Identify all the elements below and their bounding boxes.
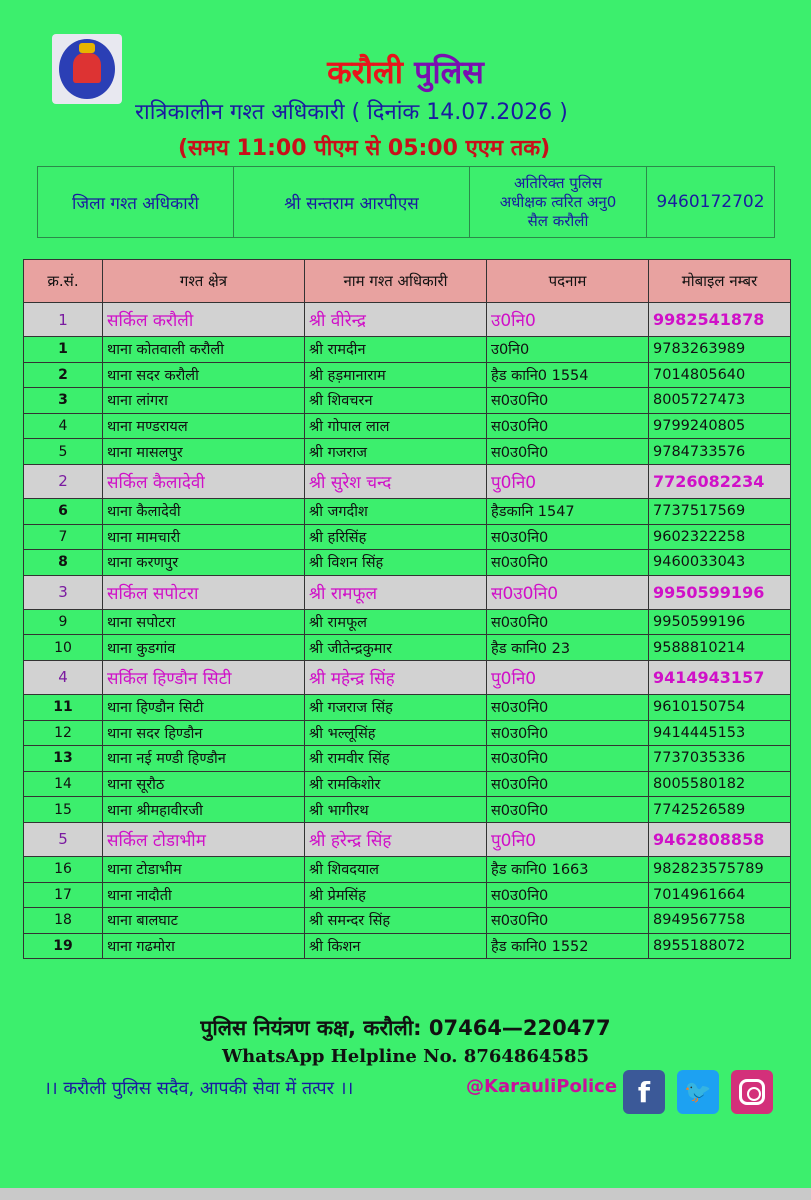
row-officer: श्री भल्लूसिंह [305, 720, 487, 746]
row-area: थाना लांगरा [103, 388, 305, 414]
row-post: उ0नि0 [487, 337, 649, 363]
row-mobile: 9783263989 [649, 337, 791, 363]
instagram-icon[interactable] [731, 1070, 773, 1114]
thana-row [24, 337, 791, 363]
control-room: पुलिस नियंत्रण कक्ष, करौली: 07464—220477 [200, 1016, 611, 1040]
thana-row [24, 882, 791, 908]
row-post: स0उ0नि0 [487, 694, 649, 720]
row-sn: 1 [24, 337, 103, 363]
row-sn: 17 [24, 882, 103, 908]
thana-row [24, 413, 791, 439]
district-mobile: 9460172702 [647, 167, 775, 238]
row-sn: 3 [24, 575, 103, 609]
header-post: पदनाम [487, 260, 649, 303]
row-area: थाना मासलपुर [103, 439, 305, 465]
row-mobile: 8005727473 [649, 388, 791, 414]
row-area: सर्किल टोडाभीम [103, 822, 305, 856]
thana-row [24, 498, 791, 524]
row-post: स0उ0नि0 [487, 550, 649, 576]
subtitle: रात्रिकालीन गश्त अधिकारी ( दिनांक 14.07.2026 ) [135, 100, 568, 125]
row-sn: 16 [24, 856, 103, 882]
row-area: थाना सदर करौली [103, 362, 305, 388]
row-sn: 5 [24, 439, 103, 465]
row-officer: श्री वीरेन्द्र [305, 303, 487, 337]
row-officer: श्री गजराज [305, 439, 487, 465]
row-officer: श्री गजराज सिंह [305, 694, 487, 720]
designation-line: अतिरिक्त पुलिस [514, 173, 602, 192]
circle-row [24, 303, 791, 337]
row-sn: 5 [24, 822, 103, 856]
row-mobile: 7737035336 [649, 746, 791, 772]
row-sn: 12 [24, 720, 103, 746]
header-sn: क्र.सं. [24, 260, 103, 303]
row-sn: 11 [24, 694, 103, 720]
thana-row [24, 524, 791, 550]
row-area: थाना बालघाट [103, 908, 305, 934]
circle-row [24, 660, 791, 694]
row-post: हैड कानि0 1663 [487, 856, 649, 882]
row-officer: श्री समन्दर सिंह [305, 908, 487, 934]
row-area: थाना सूरौठ [103, 771, 305, 797]
district-officer-name: श्री सन्तराम आरपीएस [234, 167, 470, 238]
row-mobile: 9414445153 [649, 720, 791, 746]
thana-row [24, 746, 791, 772]
patrol-table [23, 259, 791, 959]
row-post: पु0नि0 [487, 660, 649, 694]
designation-line: सैल करौली [527, 211, 589, 230]
designation-line: अधीक्षक त्वरित अनु0 [499, 192, 617, 211]
bottom-bar [0, 1188, 811, 1200]
row-officer: श्री महेन्द्र सिंह [305, 660, 487, 694]
row-officer: श्री हरेन्द्र सिंह [305, 822, 487, 856]
row-area: थाना नई मण्डी हिण्डौन [103, 746, 305, 772]
row-mobile: 7742526589 [649, 797, 791, 823]
row-mobile: 9799240805 [649, 413, 791, 439]
thana-row [24, 609, 791, 635]
thana-row [24, 635, 791, 661]
row-sn: 15 [24, 797, 103, 823]
row-sn: 18 [24, 908, 103, 934]
twitter-icon[interactable]: 🐦 [677, 1070, 719, 1114]
thana-row [24, 439, 791, 465]
row-mobile: 8005580182 [649, 771, 791, 797]
circle-row [24, 575, 791, 609]
row-officer: श्री हड़मानाराम [305, 362, 487, 388]
row-officer: श्री रामवीर सिंह [305, 746, 487, 772]
row-officer: श्री रामकिशोर [305, 771, 487, 797]
row-officer: श्री प्रेमसिंह [305, 882, 487, 908]
row-post: स0उ0नि0 [487, 882, 649, 908]
row-area: थाना टोडाभीम [103, 856, 305, 882]
thana-row [24, 550, 791, 576]
motto: ।। करौली पुलिस सदैव, आपकी सेवा में तत्पर ।। [44, 1078, 354, 1099]
thana-row [24, 720, 791, 746]
row-post: स0उ0नि0 [487, 720, 649, 746]
title-part2: पुलिस [414, 53, 484, 91]
row-post: हैडकानि 1547 [487, 498, 649, 524]
row-area: सर्किल कैलादेवी [103, 464, 305, 498]
row-mobile: 9950599196 [649, 575, 791, 609]
row-mobile: 9588810214 [649, 635, 791, 661]
row-post: हैड कानि0 23 [487, 635, 649, 661]
row-post: हैड कानि0 1552 [487, 933, 649, 959]
row-mobile: 9950599196 [649, 609, 791, 635]
header-officer: नाम गश्त अधिकारी [305, 260, 487, 303]
row-mobile: 9784733576 [649, 439, 791, 465]
whatsapp-helpline: WhatsApp Helpline No. 8764864585 [221, 1046, 590, 1067]
row-area: सर्किल करौली [103, 303, 305, 337]
row-post: स0उ0नि0 [487, 771, 649, 797]
row-sn: 3 [24, 388, 103, 414]
row-officer: श्री गोपाल लाल [305, 413, 487, 439]
row-sn: 9 [24, 609, 103, 635]
thana-row [24, 388, 791, 414]
row-post: स0उ0नि0 [487, 388, 649, 414]
row-area: थाना सपोटरा [103, 609, 305, 635]
row-officer: श्री सुरेश चन्द [305, 464, 487, 498]
row-officer: श्री शिवचरन [305, 388, 487, 414]
row-sn: 2 [24, 362, 103, 388]
time-range: (समय 11:00 पीएम से 05:00 एएम तक) [178, 136, 551, 161]
row-mobile: 9610150754 [649, 694, 791, 720]
row-sn: 4 [24, 413, 103, 439]
row-mobile: 7726082234 [649, 464, 791, 498]
row-sn: 4 [24, 660, 103, 694]
facebook-icon[interactable]: f [623, 1070, 665, 1114]
row-officer: श्री जीतेन्द्रकुमार [305, 635, 487, 661]
row-sn: 10 [24, 635, 103, 661]
thana-row [24, 908, 791, 934]
row-area: थाना श्रीमहावीरजी [103, 797, 305, 823]
row-area: थाना हिण्डौन सिटी [103, 694, 305, 720]
title-part1: करौली [327, 53, 403, 91]
row-area: सर्किल सपोटरा [103, 575, 305, 609]
row-area: सर्किल हिण्डौन सिटी [103, 660, 305, 694]
row-area: थाना मामचारी [103, 524, 305, 550]
row-officer: श्री रामदीन [305, 337, 487, 363]
row-post: स0उ0नि0 [487, 575, 649, 609]
table-body [24, 303, 791, 959]
row-sn: 13 [24, 746, 103, 772]
row-officer: श्री हरिसिंह [305, 524, 487, 550]
row-mobile: 982823575789 [649, 856, 791, 882]
row-area: थाना गढमोरा [103, 933, 305, 959]
thana-row [24, 362, 791, 388]
row-area: थाना कैलादेवी [103, 498, 305, 524]
thana-row [24, 797, 791, 823]
row-sn: 14 [24, 771, 103, 797]
row-mobile: 8955188072 [649, 933, 791, 959]
row-area: थाना मण्डरायल [103, 413, 305, 439]
row-sn: 7 [24, 524, 103, 550]
row-post: स0उ0नि0 [487, 908, 649, 934]
thana-row [24, 771, 791, 797]
header-area: गश्त क्षेत्र [103, 260, 305, 303]
header-mobile: मोबाइल नम्बर [649, 260, 791, 303]
page-title [0, 50, 811, 93]
row-sn: 1 [24, 303, 103, 337]
row-mobile: 9602322258 [649, 524, 791, 550]
thana-row [24, 933, 791, 959]
row-mobile: 9460033043 [649, 550, 791, 576]
row-mobile: 8949567758 [649, 908, 791, 934]
row-sn: 19 [24, 933, 103, 959]
circle-row [24, 464, 791, 498]
row-officer: श्री विशन सिंह [305, 550, 487, 576]
social-handle[interactable]: @KarauliPolice [466, 1076, 618, 1097]
row-area: थाना कुडगांव [103, 635, 305, 661]
thana-row [24, 694, 791, 720]
row-post: स0उ0नि0 [487, 524, 649, 550]
district-role: जिला गश्त अधिकारी [38, 167, 234, 238]
row-mobile: 9462808858 [649, 822, 791, 856]
row-post: स0उ0नि0 [487, 609, 649, 635]
row-area: थाना कोतवाली करौली [103, 337, 305, 363]
row-mobile: 7014805640 [649, 362, 791, 388]
row-mobile: 7737517569 [649, 498, 791, 524]
row-officer: श्री जगदीश [305, 498, 487, 524]
row-sn: 6 [24, 498, 103, 524]
row-area: थाना सदर हिण्डौन [103, 720, 305, 746]
row-post: हैड कानि0 1554 [487, 362, 649, 388]
row-post: पु0नि0 [487, 464, 649, 498]
row-officer: श्री भागीरथ [305, 797, 487, 823]
district-officer-table [37, 166, 775, 238]
table-header-row [24, 260, 791, 303]
row-area: थाना करणपुर [103, 550, 305, 576]
row-officer: श्री शिवदयाल [305, 856, 487, 882]
row-area: थाना नादौती [103, 882, 305, 908]
row-mobile: 7014961664 [649, 882, 791, 908]
row-officer: श्री रामफूल [305, 609, 487, 635]
row-post: पु0नि0 [487, 822, 649, 856]
row-post: स0उ0नि0 [487, 413, 649, 439]
row-officer: श्री किशन [305, 933, 487, 959]
row-mobile: 9414943157 [649, 660, 791, 694]
row-post: स0उ0नि0 [487, 439, 649, 465]
row-officer: श्री रामफूल [305, 575, 487, 609]
row-sn: 2 [24, 464, 103, 498]
thana-row [24, 856, 791, 882]
row-post: स0उ0नि0 [487, 797, 649, 823]
row-post: स0उ0नि0 [487, 746, 649, 772]
district-designation [470, 167, 647, 238]
row-mobile: 9982541878 [649, 303, 791, 337]
row-post: उ0नि0 [487, 303, 649, 337]
circle-row [24, 822, 791, 856]
row-sn: 8 [24, 550, 103, 576]
